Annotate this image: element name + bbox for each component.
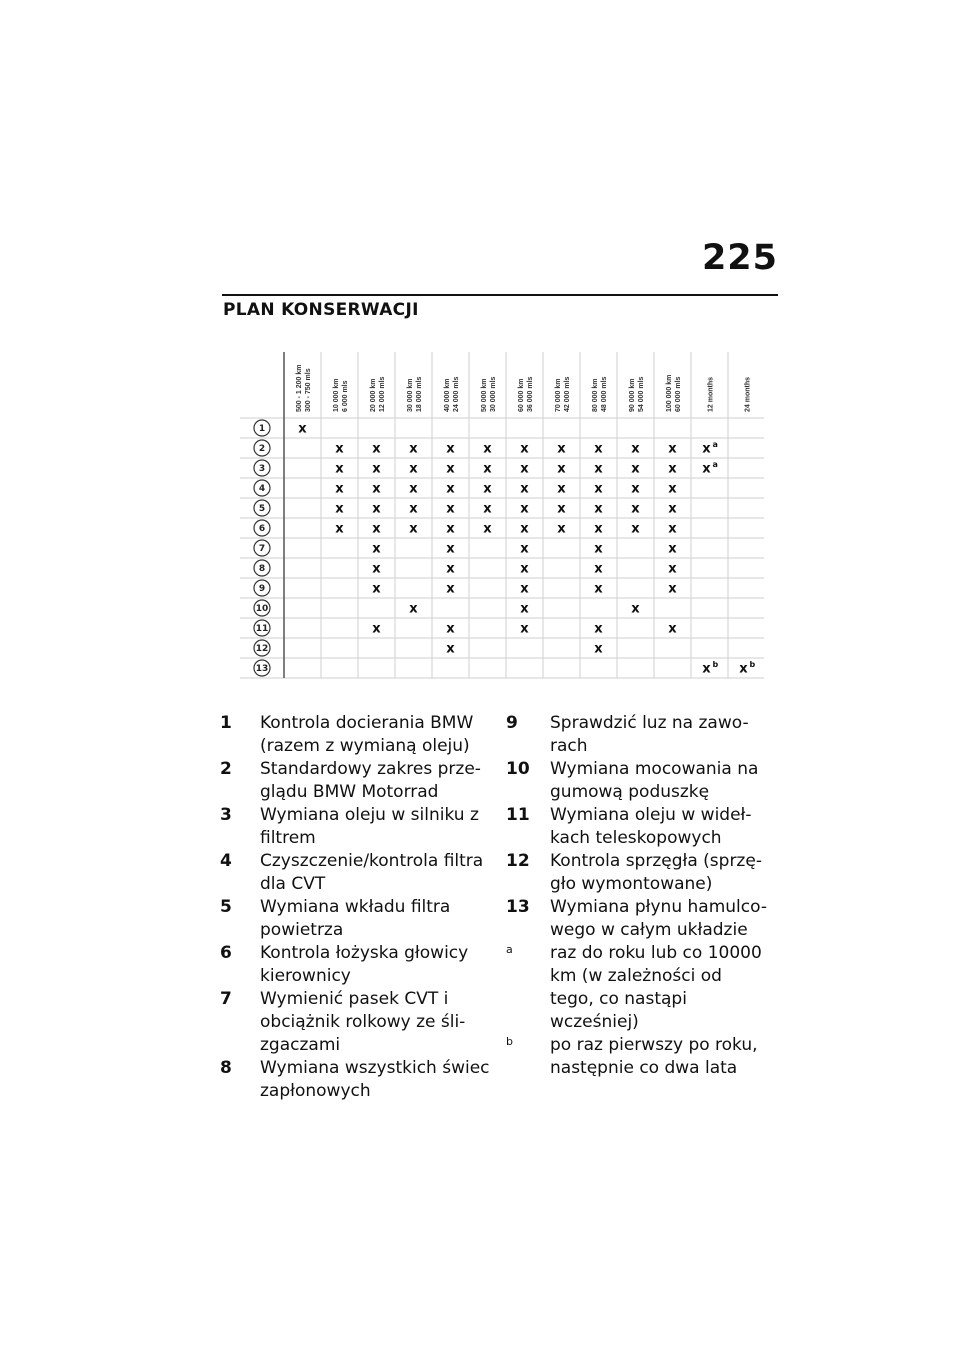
column-header-label: 30 000 mls [490, 376, 497, 412]
service-mark: x [520, 461, 529, 477]
legend-right [506, 712, 768, 1080]
service-mark: x [372, 621, 381, 637]
service-mark: x [372, 501, 381, 517]
service-mark: x [335, 501, 344, 517]
service-mark: x [594, 481, 603, 497]
row-number: 11 [255, 624, 269, 635]
service-mark: x [668, 461, 677, 477]
service-mark: x [702, 461, 711, 477]
row-number: 10 [255, 604, 269, 615]
legend-item [220, 896, 490, 942]
column-header-label: 48 000 mls [601, 376, 608, 412]
service-mark: x [557, 501, 566, 517]
service-mark: x [594, 441, 603, 457]
legend-text: Kontrola łożyska głowicy kierownicy [260, 943, 469, 986]
service-mark: x [668, 441, 677, 457]
service-mark: x [668, 541, 677, 557]
service-mark: x [594, 461, 603, 477]
service-mark: x [483, 501, 492, 517]
legend-item [220, 942, 490, 988]
legend-number: 2 [220, 759, 232, 779]
footnote-text: raz do roku lub co 10000 km (w zależności od tego, co nastąpi wcześniej) [550, 943, 762, 1032]
row-number: 3 [258, 464, 266, 475]
service-mark: x [668, 481, 677, 497]
service-mark: x [520, 561, 529, 577]
column-header-label: 10 000 km [333, 378, 340, 412]
legend-item [220, 758, 490, 804]
row-number: 9 [258, 584, 266, 595]
column-header-label: 300 - 750 mls [305, 368, 312, 412]
section-title: PLAN KONSERWACJI [223, 300, 419, 320]
column-header-label: 500 - 1 200 km [296, 364, 303, 412]
service-mark: x [520, 441, 529, 457]
service-mark: x [631, 441, 640, 457]
service-mark: x [372, 441, 381, 457]
legend-footnote [506, 942, 768, 1034]
service-mark: x [446, 621, 455, 637]
service-mark: x [668, 501, 677, 517]
service-mark: x [483, 481, 492, 497]
service-mark: x [668, 561, 677, 577]
service-mark: x [409, 521, 418, 537]
column-header-label: 100 000 km [666, 374, 673, 412]
service-mark: x [372, 581, 381, 597]
service-mark: x [557, 461, 566, 477]
legend-left [220, 712, 490, 1103]
column-header-label: 60 000 mls [675, 376, 682, 412]
legend-text: Kontrola docierania BMW (razem z wymianą oleju) [260, 713, 474, 756]
page-number: 225 [701, 238, 778, 278]
service-mark: x [739, 661, 748, 677]
service-mark: x [446, 481, 455, 497]
service-mark: x [668, 521, 677, 537]
legend-number: 5 [220, 897, 232, 917]
legend-number: 8 [220, 1058, 232, 1078]
column-header-label: 18 000 mls [416, 376, 423, 412]
service-mark: x [594, 641, 603, 657]
legend-item [506, 758, 768, 804]
service-mark: x [520, 501, 529, 517]
service-mark: x [631, 501, 640, 517]
legend-text: Kontrola sprzęgła (sprzę-gło wymontowane) [550, 851, 762, 894]
service-mark: x [557, 481, 566, 497]
service-mark: x [409, 461, 418, 477]
maintenance-schedule-table [240, 352, 764, 682]
column-header-label: 50 000 km [481, 378, 488, 412]
legend-item [220, 1057, 490, 1103]
footnote-marker: b [506, 1035, 513, 1048]
column-header-label: 54 000 mls [638, 376, 645, 412]
service-mark: x [702, 661, 711, 677]
service-mark: x [409, 441, 418, 457]
legend-text: Wymiana oleju w wideł-kach teleskopowych [550, 805, 752, 848]
footnote-superscript: a [712, 460, 718, 469]
service-mark: x [409, 481, 418, 497]
service-mark: x [594, 621, 603, 637]
service-mark: x [483, 521, 492, 537]
column-header-label: 90 000 km [629, 378, 636, 412]
service-mark: x [594, 501, 603, 517]
legend-text: Wymiana wkładu filtra powietrza [260, 897, 451, 940]
legend-text: Wymiana oleju w silniku z filtrem [260, 805, 479, 848]
row-number: 1 [258, 424, 266, 435]
service-mark: x [520, 621, 529, 637]
legend-text: Wymiana wszystkich świec zapłonowych [260, 1058, 490, 1101]
service-mark: x [446, 461, 455, 477]
legend-item [506, 712, 768, 758]
service-mark: x [335, 441, 344, 457]
service-mark: x [372, 561, 381, 577]
legend-number: 11 [506, 805, 530, 825]
footnote-superscript: b [749, 660, 756, 669]
row-number: 6 [258, 524, 266, 535]
service-mark: x [409, 501, 418, 517]
legend-number: 1 [220, 713, 232, 733]
service-mark: x [631, 461, 640, 477]
service-mark: x [372, 521, 381, 537]
row-number: 2 [258, 444, 266, 455]
legend-number: 4 [220, 851, 232, 871]
service-mark: x [446, 581, 455, 597]
service-mark: x [520, 521, 529, 537]
header-rule [222, 294, 778, 296]
legend-text: Czyszczenie/kontrola filtra dla CVT [260, 851, 484, 894]
service-mark: x [631, 481, 640, 497]
service-mark: x [702, 441, 711, 457]
footnote-superscript: a [712, 440, 718, 449]
service-mark: x [372, 541, 381, 557]
service-mark: x [668, 621, 677, 637]
column-header-label: 40 000 km [444, 378, 451, 412]
column-header-label: 70 000 km [555, 378, 562, 412]
legend-number: 9 [506, 713, 518, 733]
service-mark: x [520, 581, 529, 597]
legend-item [506, 896, 768, 942]
legend-number: 13 [506, 897, 530, 917]
row-number: 8 [258, 564, 266, 575]
footnote-text: po raz pierwszy po roku, następnie co dwa lata [550, 1035, 758, 1078]
column-header-label: 60 000 km [518, 378, 525, 412]
legend-item [220, 988, 490, 1057]
column-header-label: 24 months [744, 376, 752, 412]
legend-number: 3 [220, 805, 232, 825]
column-header-label: 80 000 km [592, 378, 599, 412]
service-mark: x [409, 601, 418, 617]
legend-text: Standardowy zakres prze-glądu BMW Motorrad [260, 759, 481, 802]
row-number: 12 [255, 644, 269, 655]
row-number: 13 [255, 664, 269, 675]
service-mark: x [557, 441, 566, 457]
service-mark: x [668, 581, 677, 597]
column-header-label: 6 000 mls [342, 380, 349, 412]
service-mark: x [520, 481, 529, 497]
service-mark: x [483, 461, 492, 477]
legend-item [220, 850, 490, 896]
service-mark: x [520, 541, 529, 557]
service-mark: x [594, 561, 603, 577]
service-mark: x [372, 481, 381, 497]
column-header-label: 36 000 mls [527, 376, 534, 412]
service-mark: x [594, 581, 603, 597]
service-mark: x [335, 461, 344, 477]
service-mark: x [298, 421, 307, 437]
service-mark: x [520, 601, 529, 617]
service-mark: x [631, 601, 640, 617]
legend-text: Wymiana mocowania na gumową poduszkę [550, 759, 759, 802]
legend-text: Sprawdzić luz na zawo-rach [550, 713, 749, 756]
service-mark: x [446, 521, 455, 537]
row-number: 5 [258, 504, 266, 515]
legend-number: 10 [506, 759, 530, 779]
legend-text: Wymienić pasek CVT i obciążnik rolkowy ze śli-zgaczami [260, 989, 466, 1055]
legend-text: Wymiana płynu hamulco-wego w całym układzie [550, 897, 767, 940]
column-header-label: 24 000 mls [453, 376, 460, 412]
service-mark: x [372, 461, 381, 477]
service-mark: x [594, 541, 603, 557]
column-header-label: 30 000 km [407, 378, 414, 412]
service-mark: x [483, 441, 492, 457]
legend-item [506, 804, 768, 850]
service-mark: x [335, 521, 344, 537]
legend-number: 12 [506, 851, 530, 871]
column-header-label: 20 000 km [370, 378, 377, 412]
service-mark: x [446, 641, 455, 657]
column-header-label: 42 000 mls [564, 376, 571, 412]
footnote-marker: a [506, 943, 513, 956]
legend-footnote [506, 1034, 768, 1080]
legend-item [506, 850, 768, 896]
column-header-label: 12 months [707, 376, 715, 412]
service-mark: x [557, 521, 566, 537]
footnote-superscript: b [712, 660, 719, 669]
row-number: 4 [258, 484, 266, 495]
service-mark: x [631, 521, 640, 537]
service-mark: x [446, 441, 455, 457]
service-mark: x [446, 561, 455, 577]
service-mark: x [446, 541, 455, 557]
row-number: 7 [258, 544, 266, 555]
service-mark: x [335, 481, 344, 497]
legend-number: 6 [220, 943, 232, 963]
legend-number: 7 [220, 989, 232, 1009]
service-mark: x [594, 521, 603, 537]
service-mark: x [446, 501, 455, 517]
legend-item [220, 804, 490, 850]
legend-item [220, 712, 490, 758]
column-header-label: 12 000 mls [379, 376, 386, 412]
